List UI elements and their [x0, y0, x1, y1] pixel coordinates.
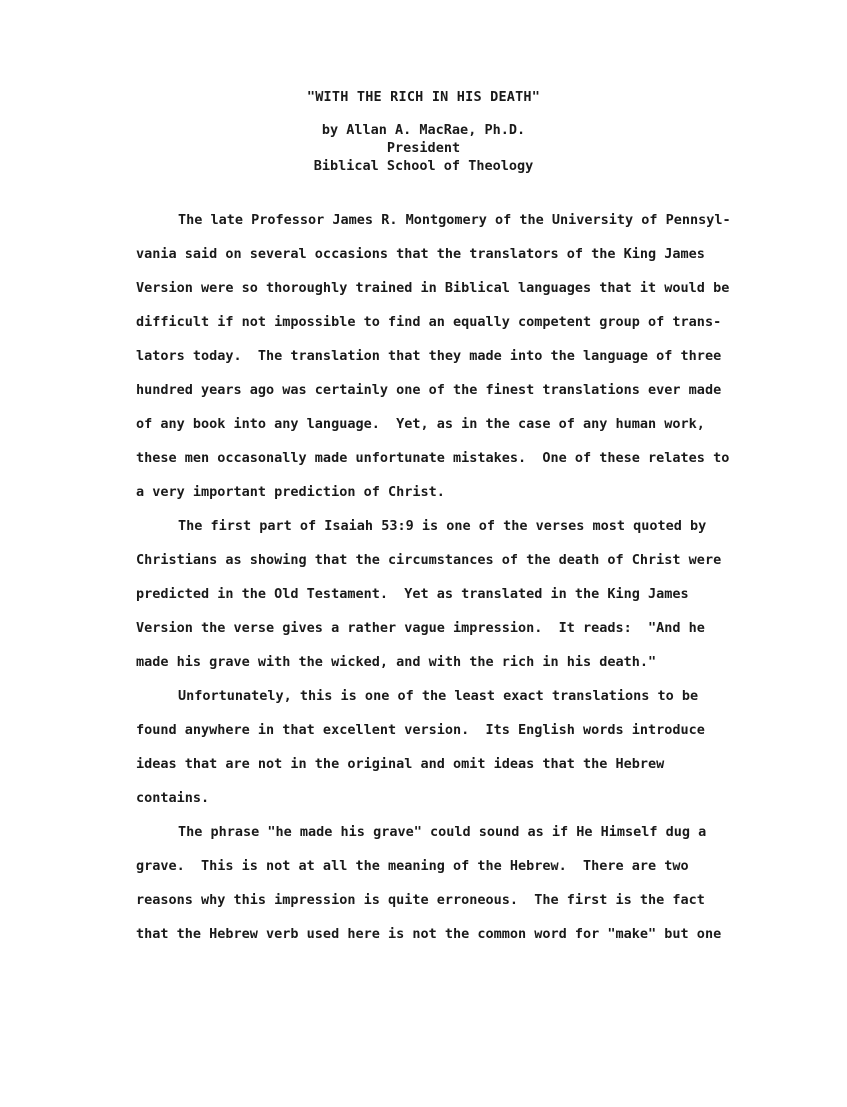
paragraph — [136, 815, 752, 951]
text-line: vania said on several occasions that the translators of the King James — [136, 246, 705, 262]
text-line: Unfortunately, this is one of the least exact translations to be — [178, 688, 699, 704]
text-line: lators today. The translation that they made into the language of three — [136, 348, 722, 364]
document-body — [136, 203, 752, 951]
text-line: contains. — [136, 790, 210, 806]
text-line: Version the verse gives a rather vague impression. It reads: "And he — [136, 620, 705, 636]
text-line: difficult if not impossible to find an equally competent group of trans- — [136, 314, 722, 330]
paragraph — [136, 679, 752, 815]
document-title: "WITH THE RICH IN HIS DEATH" — [306, 89, 541, 105]
paragraph — [136, 509, 752, 679]
text-line: hundred years ago was certainly one of the finest translations ever made — [136, 382, 722, 398]
byline-position: President — [386, 140, 461, 156]
text-line: Christians as showing that the circumstances of the death of Christ were — [136, 552, 722, 568]
text-line: ideas that are not in the original and omit ideas that the Hebrew — [136, 756, 665, 772]
byline — [0, 121, 847, 175]
paragraph — [136, 203, 752, 509]
text-line: grave. This is not at all the meaning of the Hebrew. There are two — [136, 858, 689, 874]
text-line: a very important prediction of Christ. — [136, 484, 445, 500]
text-line: that the Hebrew verb used here is not the common word for "make" but one — [136, 926, 722, 942]
text-line: these men occasonally made unfortunate mistakes. One of these relates to — [136, 450, 730, 466]
text-line: predicted in the Old Testament. Yet as translated in the King James — [136, 586, 689, 602]
text-line: The first part of Isaiah 53:9 is one of the verses most quoted by — [178, 518, 707, 534]
byline-institution: Biblical School of Theology — [313, 158, 534, 174]
text-line: Version were so thoroughly trained in Biblical languages that it would be — [136, 280, 730, 296]
byline-author: by Allan A. MacRae, Ph.D. — [321, 122, 526, 138]
text-line: of any book into any language. Yet, as in the case of any human work, — [136, 416, 705, 432]
text-line: The late Professor James R. Montgomery of the University of Pennsyl- — [178, 212, 731, 228]
text-line: reasons why this impression is quite erroneous. The first is the fact — [136, 892, 705, 908]
text-line: found anywhere in that excellent version. Its English words introduce — [136, 722, 705, 738]
text-line: made his grave with the wicked, and with the rich in his death." — [136, 654, 657, 670]
text-line: The phrase "he made his grave" could sound as if He Himself dug a — [178, 824, 707, 840]
